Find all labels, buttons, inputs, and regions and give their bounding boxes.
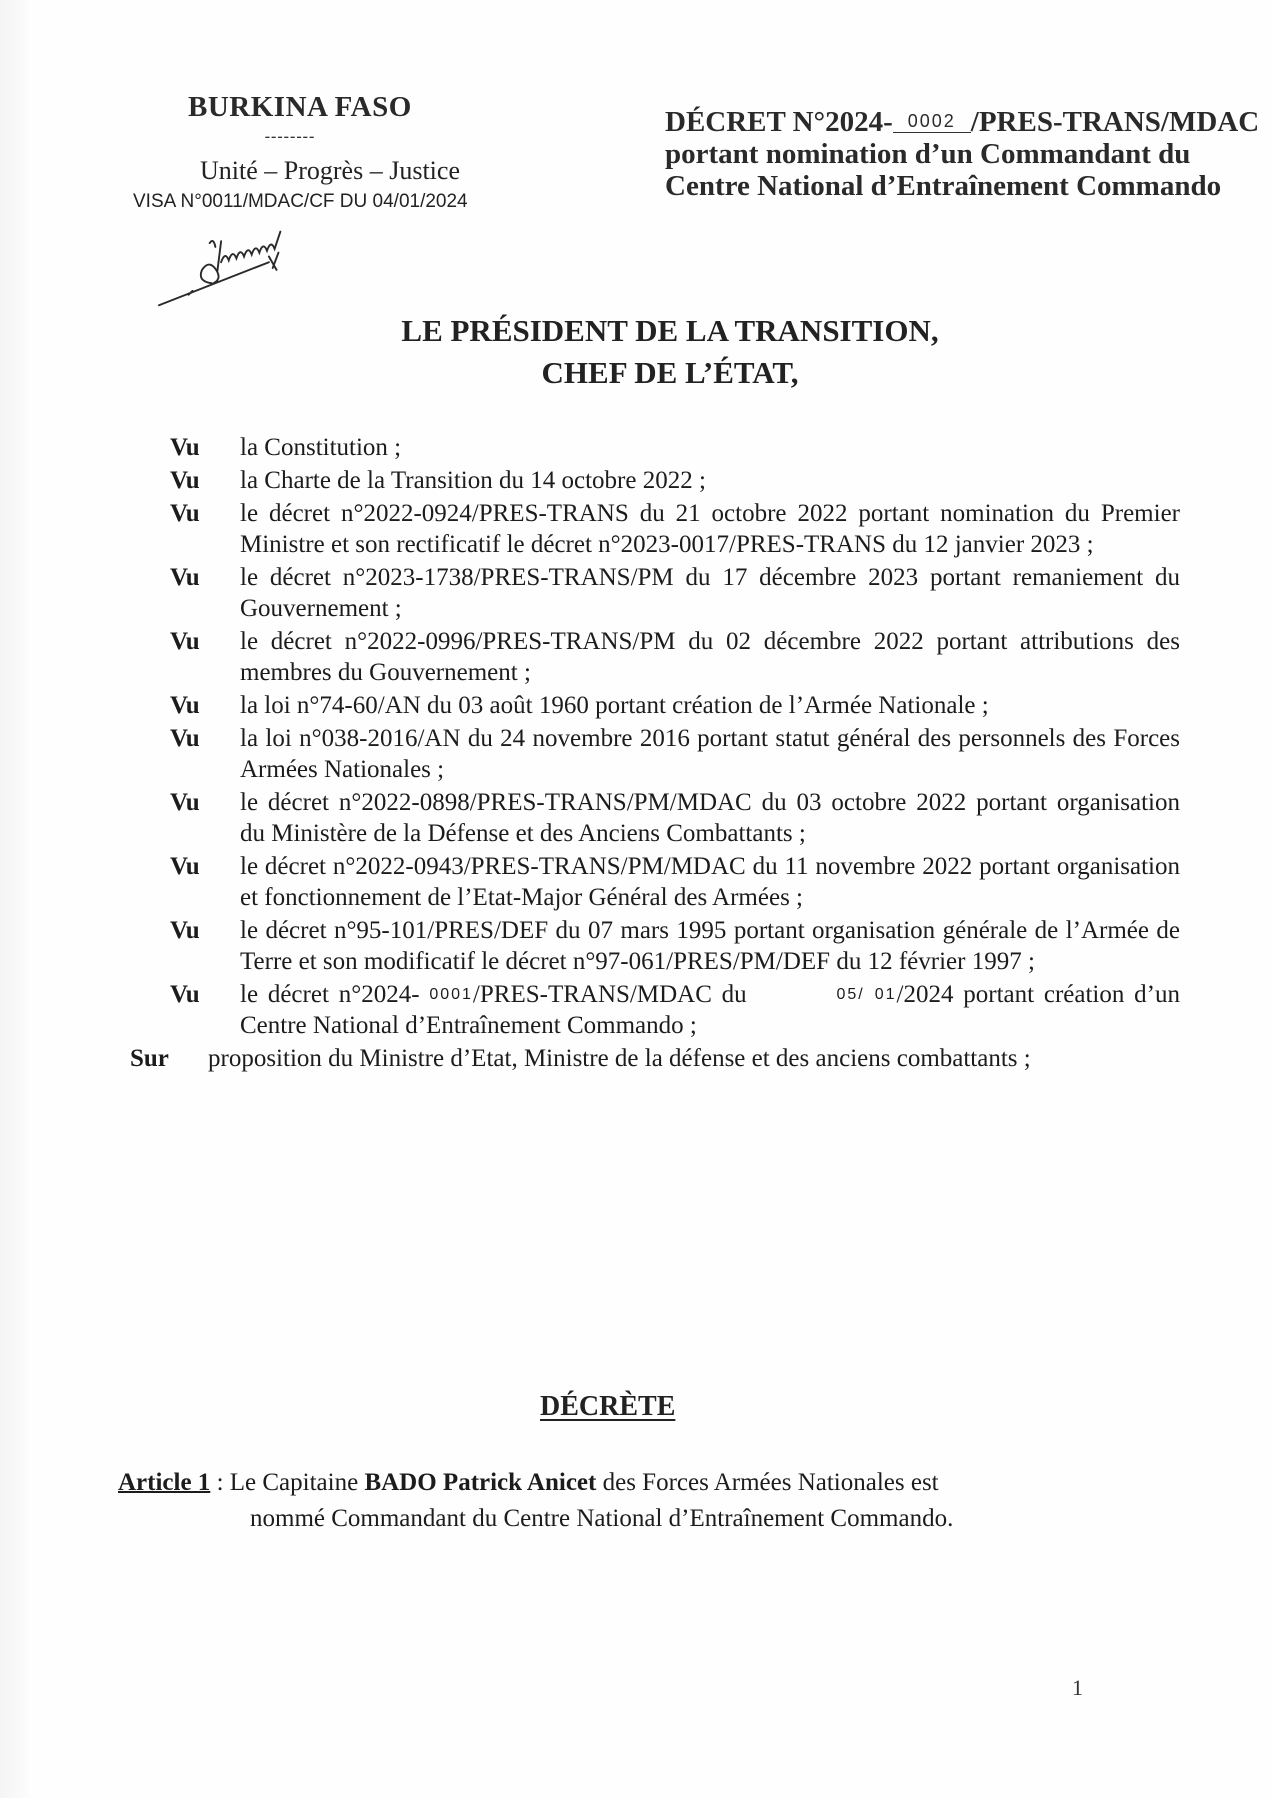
separator: -------- — [264, 128, 316, 145]
visa-text — [240, 979, 1180, 1041]
visa-key: Vu — [170, 917, 200, 944]
visa-key: Vu — [170, 725, 200, 752]
scan-edge — [0, 0, 28, 1798]
visas-list — [130, 432, 1180, 1076]
article-1 — [118, 1465, 1118, 1537]
visa-key: Vu — [170, 981, 200, 1008]
visa-item — [130, 626, 1180, 688]
proposal-text: proposition du Ministre d’Etat, Ministre de la défense et des anciens combattants ; — [208, 1045, 1031, 1072]
visa-key: Vu — [170, 789, 200, 816]
visa-key: Vu — [170, 692, 200, 719]
decree-suffix: /PRES-TRANS/MDAC — [970, 106, 1260, 138]
national-motto: Unité – Progrès – Justice — [200, 156, 460, 185]
visa-text: la Constitution ; — [240, 434, 402, 461]
decrete-heading: DÉCRÈTE — [540, 1391, 676, 1422]
visa-item-last — [130, 979, 1180, 1041]
decree-number: 0002 — [893, 110, 971, 133]
visa-text-part: le décret n°2024- — [240, 981, 430, 1008]
visa-item — [130, 465, 1180, 496]
proposal-item — [130, 1043, 1180, 1074]
visa-item — [130, 787, 1180, 849]
visa-item — [130, 723, 1180, 785]
visa-text: le décret n°2022-0898/PRES-TRANS/PM/MDAC du 03 octobre 2022 portant organisation du Ministère de la Défense et des Anciens Combattants ; — [240, 789, 1180, 847]
appointee-name: BADO Patrick Anicet — [364, 1469, 597, 1496]
stamped-decree-number: 0001 — [429, 986, 473, 1003]
visa-item — [130, 432, 1180, 463]
decree-prefix: DÉCRET N°2024- — [665, 106, 893, 138]
visa-text-part: /PRES-TRANS/MDAC du — [472, 981, 757, 1008]
visa-text-part: /2024 portant création d’un Centre National d’Entraînement Commando ; — [240, 981, 1181, 1039]
decree-number-line — [665, 106, 1265, 138]
article-text: des Forces Armées Nationales est — [596, 1469, 939, 1496]
visa-text: le décret n°95-101/PRES/DEF du 07 mars 1995 portant organisation générale de l’Armée de Terre et son modificatif le décret n°97-061/PRES/PM/DEF du 12 février 1997 ; — [240, 917, 1180, 975]
visa-item — [130, 498, 1180, 560]
country-name: BURKINA FASO — [188, 91, 412, 123]
decree-subject-line1: portant nomination d’un Commandant du — [665, 138, 1191, 170]
visa-key: Vu — [170, 434, 200, 461]
article-text: Le Capitaine — [229, 1469, 365, 1496]
visa-key: Vu — [170, 564, 200, 591]
page-number: 1 — [1072, 1675, 1083, 1700]
visa-text: le décret n°2022-0924/PRES-TRANS du 21 octobre 2022 portant nomination du Premier Ministre et son rectificatif le décret n°2023-0017/PRES-TRANS du 12 janvier 2023 ; — [240, 500, 1180, 558]
visa-item — [130, 562, 1180, 624]
visa-item — [130, 915, 1180, 977]
article-line1 — [118, 1465, 1118, 1501]
visa-item — [130, 851, 1180, 913]
document-title — [370, 310, 970, 394]
visa-item — [130, 690, 1180, 721]
title-line2: CHEF DE L’ÉTAT, — [541, 355, 799, 390]
visa-key: Vu — [170, 628, 200, 655]
decree-reference — [665, 106, 1265, 202]
visa-reference: VISA N°0011/MDAC/CF DU 04/01/2024 — [133, 191, 468, 212]
proposal-key: Sur — [130, 1045, 169, 1072]
article-colon: : — [210, 1469, 230, 1496]
visa-text: la Charte de la Transition du 14 octobre 2022 ; — [240, 467, 706, 494]
article-label: Article 1 — [118, 1469, 211, 1496]
visa-text: le décret n°2022-0943/PRES-TRANS/PM/MDAC du 11 novembre 2022 portant organisation et fonctionnement de l’Etat-Major Général des Armées ; — [240, 853, 1180, 911]
visa-key: Vu — [170, 500, 200, 527]
stamped-date: 05/ 01 — [836, 986, 897, 1003]
visa-text: la loi n°038-2016/AN du 24 novembre 2016 portant statut général des personnels des Forces Armées Nationales ; — [240, 725, 1180, 783]
visa-text: la loi n°74-60/AN du 03 août 1960 portant création de l’Armée Nationale ; — [240, 692, 989, 719]
visa-text: le décret n°2022-0996/PRES-TRANS/PM du 02 décembre 2022 portant attributions des membres du Gouvernement ; — [240, 628, 1180, 686]
signature-icon — [150, 224, 340, 310]
decree-subject-line2: Centre National d’Entraînement Commando — [665, 170, 1222, 202]
article-text-line2: nommé Commandant du Centre National d’Entraînement Commando. — [250, 1505, 954, 1532]
visa-key: Vu — [170, 853, 200, 880]
visa-text: le décret n°2023-1738/PRES-TRANS/PM du 17 décembre 2023 portant remaniement du Gouvernement ; — [240, 564, 1180, 622]
visa-key: Vu — [170, 467, 200, 494]
title-line1: LE PRÉSIDENT DE LA TRANSITION, — [401, 313, 939, 348]
